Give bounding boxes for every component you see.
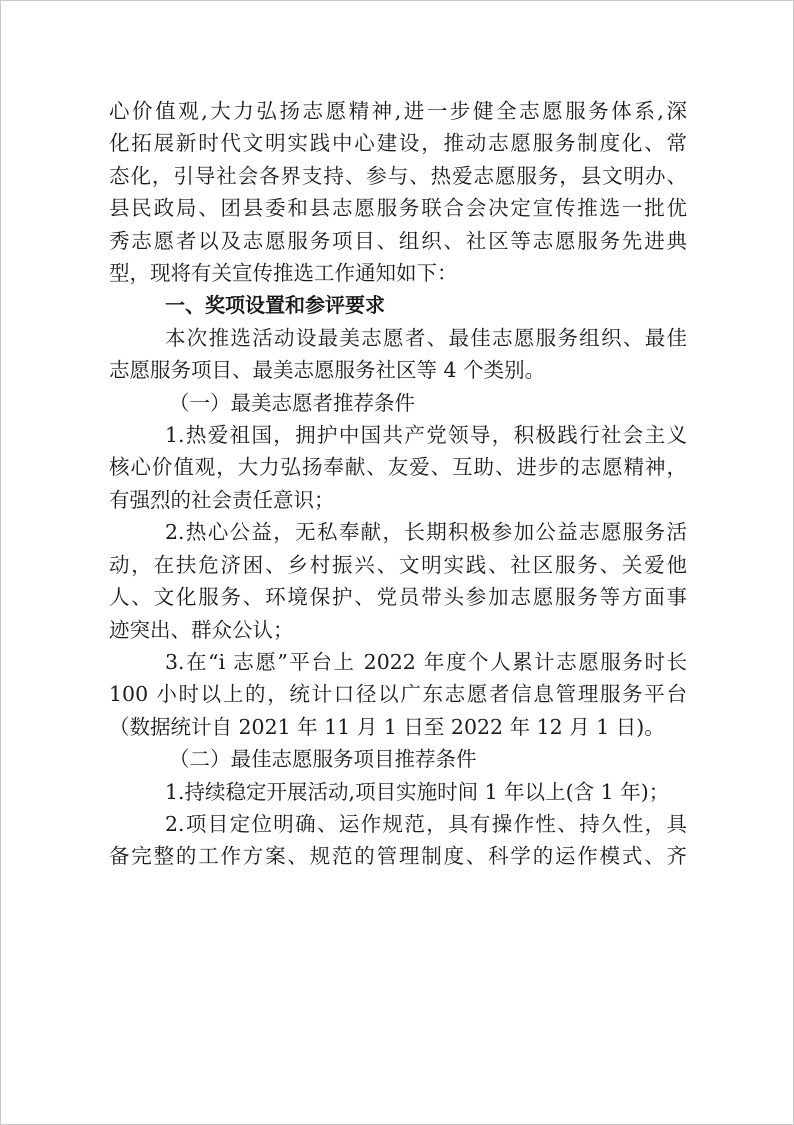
condition-line: 3.在“i 志愿”平台上 2022 年度个人累计志愿服务时长 bbox=[165, 649, 687, 674]
intro-line: 型，现将有关宣传推选工作通知如下： bbox=[109, 261, 458, 286]
intro-line: 心价值观,大力弘扬志愿精神,进一步健全志愿服务体系,深 bbox=[109, 99, 687, 123]
intro-line: 态化，引导社会各界支持、参与、热爱志愿服务，县文明办、 bbox=[109, 163, 687, 188]
condition-line: 核心价值观，大力弘扬奉献、友爱、互助、进步的志愿精神， bbox=[109, 455, 687, 480]
section-intro-line: 志愿服务项目、最美志愿服务社区等 4 个类别。 bbox=[109, 358, 546, 383]
intro-line: 秀志愿者以及志愿服务项目、组织、社区等志愿服务先进典 bbox=[109, 228, 687, 253]
condition-line: 备完整的工作方案、规范的管理制度、科学的运作模式、齐 bbox=[109, 844, 687, 869]
condition-line: 1.热爱祖国，拥护中国共产党领导，积极践行社会主义 bbox=[165, 423, 687, 448]
condition-line: 迹突出、群众公认； bbox=[109, 617, 294, 642]
condition-line: 1.持续稳定开展活动,项目实施时间 1 年以上(含 1 年)； bbox=[165, 779, 670, 804]
condition-line: 2.项目定位明确、运作规范，具有操作性、持久性，具 bbox=[165, 811, 687, 836]
section-heading: 一、奖项设置和参评要求 bbox=[165, 293, 385, 318]
intro-line: 化拓展新时代文明实践中心建设，推动志愿服务制度化、常 bbox=[109, 131, 687, 156]
condition-line: 100 小时以上的，统计口径以广东志愿者信息管理服务平台 bbox=[109, 682, 687, 707]
subsection-heading: （二）最佳志愿服务项目推荐条件 bbox=[169, 747, 477, 772]
condition-line: 2.热心公益，无私奉献，长期积极参加公益志愿服务活 bbox=[165, 520, 687, 545]
section-intro-line: 本次推选活动设最美志愿者、最佳志愿服务组织、最佳 bbox=[165, 325, 687, 350]
subsection-heading: （一）最美志愿者推荐条件 bbox=[169, 390, 415, 415]
intro-line: 县民政局、团县委和县志愿服务联合会决定宣传推选一批优 bbox=[109, 196, 687, 221]
condition-line: （数据统计自 2021 年 11 月 1 日至 2022 年 12 月 1 日)。 bbox=[109, 714, 665, 739]
document-body bbox=[109, 95, 687, 873]
condition-line: 动，在扶危济困、乡村振兴、文明实践、社区服务、关爱他 bbox=[109, 552, 687, 577]
condition-line: 有强烈的社会责任意识； bbox=[109, 487, 335, 512]
condition-line: 人、文化服务、环境保护、党员带头参加志愿服务等方面事 bbox=[109, 585, 687, 610]
